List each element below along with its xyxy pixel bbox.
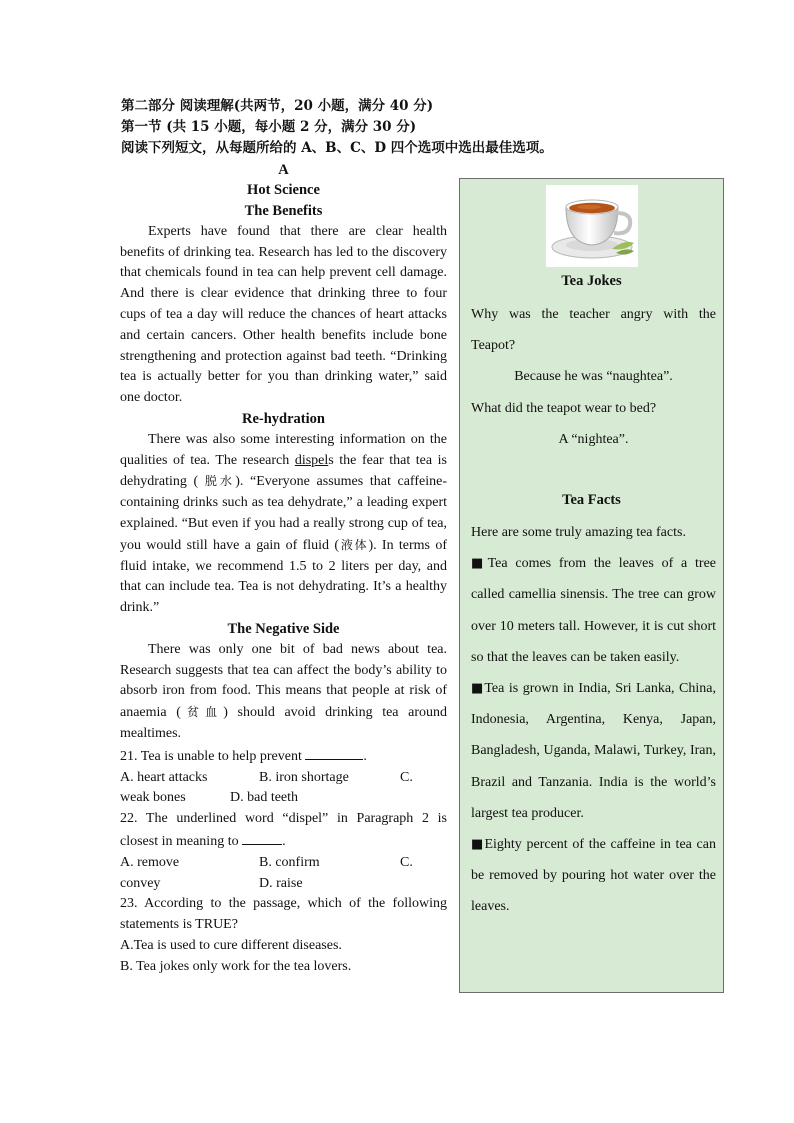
option-c-text: weak bones [120, 790, 186, 806]
question-23: 23. According to the passage, which of the following statements is TRUE? [120, 896, 447, 933]
bullet-square-icon: ■ [471, 837, 485, 853]
question-21: 21. Tea is unable to help prevent . [120, 745, 447, 768]
tea-facts-heading: Tea Facts [562, 492, 621, 508]
fact-item: ■Tea comes from the leaves of a tree called camellia sinensis. The tree can grow over 10 meters tall. However, it is cut short so that the leaves can be taken easily. [471, 556, 716, 665]
bullet-square-icon: ■ [471, 681, 485, 697]
section-heading-negative: The Negative Side [227, 620, 340, 637]
joke-question-2: What did the teapot wear to bed? [471, 400, 657, 416]
facts-intro: Here are some truly amazing tea facts. [471, 525, 686, 540]
part-title: 第二部分 阅读理解(共两节，20 小题，满分 40 分) [121, 98, 434, 114]
fact-item: ■Eighty percent of the caffeine in tea can be removed by pouring hot water over the leaves. [471, 837, 716, 915]
passage-body [120, 201, 447, 977]
tea-jokes-heading: Tea Jokes [561, 273, 622, 289]
option-b: B. iron shortage [259, 769, 349, 785]
option-c: C. [400, 769, 413, 785]
tea-sidebar [459, 178, 724, 993]
option-d: D. bad teeth [230, 790, 299, 806]
section-heading-rehydration: Re-hydration [242, 410, 325, 427]
underlined-word: dispel [294, 452, 329, 468]
fact-item: ■Tea is grown in India, Sri Lanka, China, Indonesia, Argentina, Kenya, Japan, Bangladesh, Uganda, Malawi, Turkey, Iran, Brazil and Tanzania. India is the world’s largest tea producer. [471, 681, 716, 821]
passage-title: Hot Science [247, 182, 320, 198]
teacup-icon [546, 185, 638, 267]
section-title: 第一节 (共 15 小题，每小题 2 分，满分 30 分) [121, 119, 417, 135]
option-b: B. confirm [259, 854, 320, 870]
option-b: B. Tea jokes only work for the tea lovers. [120, 958, 352, 974]
option-c: C. [400, 854, 413, 870]
option-a: A.Tea is used to cure different diseases. [120, 937, 342, 953]
paragraph-negative: There was only one bit of bad news about tea. Research suggests that tea can affect the body’s ability to absorb iron from food. This means that people at risk of anaemia (贫血) should avoid drinking tea around mealtimes. [120, 641, 447, 741]
paragraph-benefits: Experts have found that there are clear health benefits of drinking tea. Research has led to the discovery that chemicals found in tea can help prevent cell damage. And there is clear evidence that drinking three to four cups of tea a day will reduce the chances of heart attacks and certain cancers. Other health benefits include bone strengthening and protection against bad teeth. “Drinking tea is actually better for you than drinking water,” said one doctor. [120, 223, 447, 406]
passage-letter: A [278, 162, 289, 178]
option-a: A. heart attacks [120, 769, 208, 785]
joke-question-1: Why was the teacher angry with the Teapot? [471, 307, 716, 354]
instructions: 阅读下列短文，从每题所给的 A、B、C、D 四个选项中选出最佳选项。 [121, 140, 553, 156]
joke-answer-1: Because he was “naughtea”. [514, 369, 673, 385]
section-heading-benefits: The Benefits [244, 203, 323, 219]
answer-blank [242, 830, 282, 845]
question-21-options [120, 768, 447, 789]
joke-answer-2: A “nightea”. [558, 431, 629, 447]
bullet-square-icon: ■ [471, 556, 488, 572]
option-d: D. raise [259, 875, 303, 891]
option-c-text: convey [120, 875, 161, 891]
tea-jokes [471, 299, 716, 455]
answer-blank [305, 745, 363, 760]
tea-facts [471, 517, 716, 923]
question-22: 22. The underlined word “dispel” in Paragraph 2 is closest in meaning to . [120, 811, 447, 849]
paragraph-rehydration: There was also some interesting information on the qualities of tea. The research dispels the fear that tea is dehydrating ( 脱水). “Everyone assumes that caffeine-containing drinks such as tea dehydrate,” a leading expert explained. “But even if you had a really strong cup of tea, you would still have a gain of fluid (液体). In terms of fluid intake, we recommend 1.5 to 2 liters per day, and that can include tea. Tea is not dehydrating. It’s a healthy drink.” [120, 431, 447, 616]
question-22-options [120, 853, 447, 874]
section-header [121, 96, 721, 159]
option-a: A. remove [120, 854, 180, 870]
